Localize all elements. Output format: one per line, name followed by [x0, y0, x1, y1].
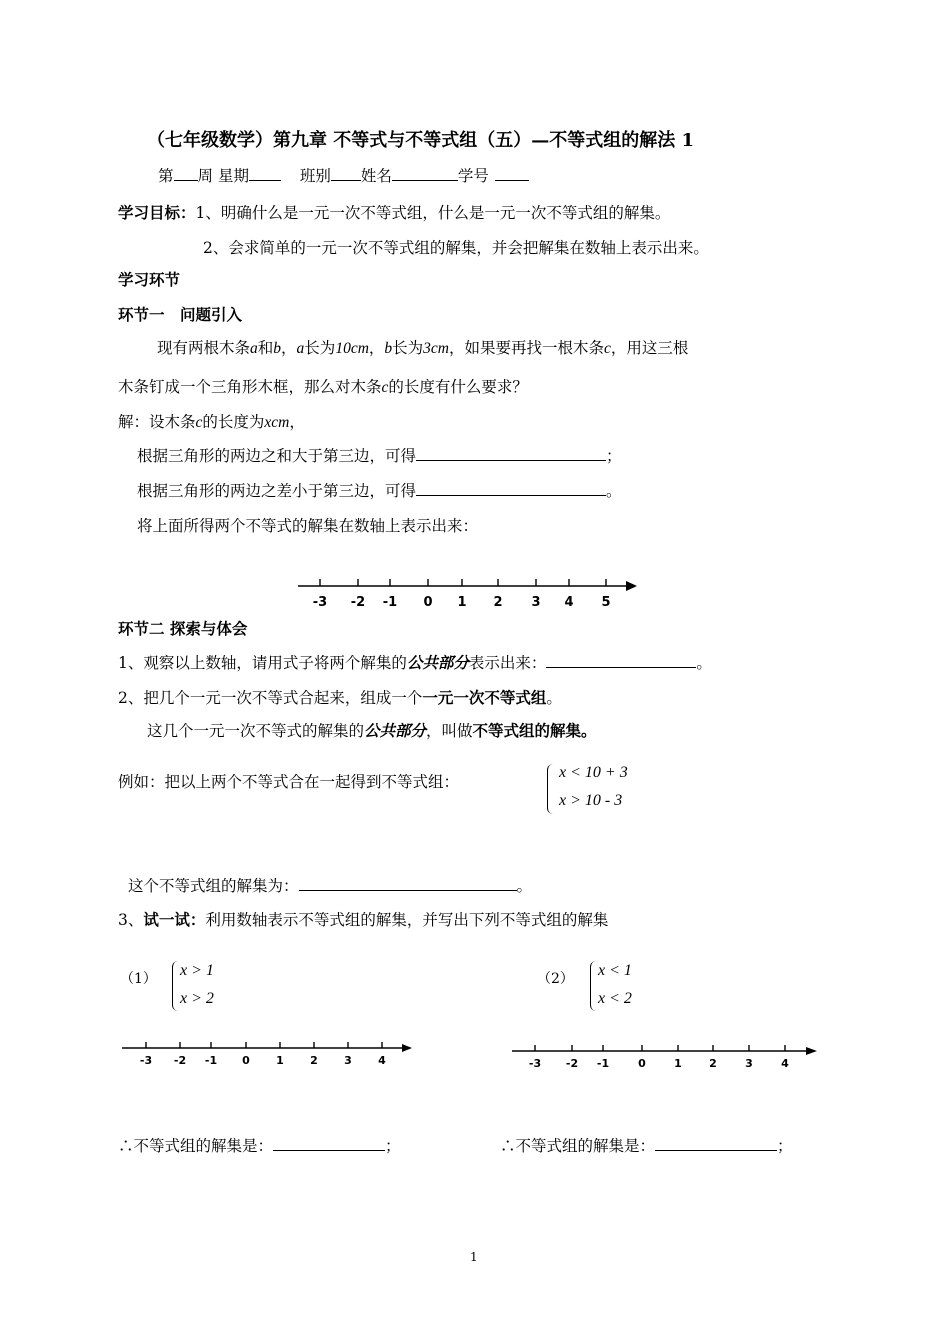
- problem-line2-b: 的长度有什么要求？: [388, 378, 528, 396]
- page-title: （七年级数学）第九章 不等式与不等式组（五）—不等式组的解法 1: [147, 130, 695, 151]
- var-b: b: [273, 340, 282, 357]
- var-a: a: [250, 340, 258, 357]
- weekday-blank[interactable]: [249, 164, 281, 181]
- goal-1: 1、明确什么是一元一次不等式组，什么是一元一次不等式组的解集。: [195, 204, 671, 222]
- problem-line2: [118, 375, 528, 397]
- axis-tick-label: -3: [139, 1054, 153, 1067]
- triangle-diff-line: [137, 479, 622, 501]
- header-fields: [158, 164, 529, 186]
- exercise-2-ineq-1: x < 1: [598, 962, 632, 979]
- part1-heading: 环节一 问题引入: [118, 305, 243, 324]
- unit-a: cm: [350, 340, 369, 357]
- axis-tick-label: 3: [531, 595, 541, 610]
- axis-tick-label: 2: [709, 1057, 717, 1070]
- example-solution-line: [128, 874, 532, 896]
- number-blank[interactable]: [495, 164, 529, 181]
- number-label: 学号: [457, 167, 489, 185]
- axis-tick-label: -2: [350, 595, 366, 610]
- axis-tick-label: 4: [781, 1057, 789, 1070]
- page-number: 1: [470, 1250, 478, 1264]
- class-blank[interactable]: [331, 164, 361, 181]
- result-1-line: [118, 1134, 401, 1156]
- len-b: 3: [423, 340, 431, 357]
- axis-arrow: [806, 1047, 817, 1055]
- axis-tick-label: -1: [204, 1054, 218, 1067]
- goals-item1: [118, 201, 670, 223]
- exercise-1-ineq-1: x > 1: [180, 962, 214, 979]
- sum-end: ；: [606, 447, 622, 465]
- example-solution-blank[interactable]: [299, 874, 517, 891]
- weekday-label: 周 星期: [197, 167, 249, 185]
- result-2-line: [500, 1134, 793, 1156]
- solution-b: 的长度为: [202, 413, 265, 431]
- axis-tick-label: -2: [173, 1054, 187, 1067]
- question-1: [118, 651, 712, 673]
- var-a-2: a: [296, 340, 305, 357]
- q1-answer-blank[interactable]: [546, 651, 696, 668]
- separator: ，: [281, 339, 297, 357]
- axis-tick-label: 4: [378, 1054, 386, 1067]
- axis-tick-label: 2: [310, 1054, 318, 1067]
- axis-tick-label: 3: [344, 1054, 352, 1067]
- diff-answer-blank[interactable]: [416, 479, 606, 496]
- definition-emphasis: 公共部分: [364, 721, 427, 740]
- axis-arrow: [402, 1044, 412, 1052]
- axis-tick-label: 4: [564, 595, 574, 610]
- exercise-1-label: （1）: [120, 971, 157, 987]
- axis-tick-label: 1: [276, 1054, 284, 1067]
- question-2: [118, 686, 562, 708]
- solution-line: [118, 410, 305, 432]
- axis-tick-label: 0: [242, 1054, 250, 1067]
- q1-emphasis: 公共部分: [406, 653, 469, 672]
- axis-tick-label: -1: [596, 1057, 610, 1070]
- question-3: [118, 908, 608, 930]
- var-c: c: [604, 340, 611, 357]
- result-2-blank[interactable]: [655, 1134, 777, 1151]
- solution-a: 解：设木条: [118, 413, 196, 431]
- example-ineq-2: x > 10 - 3: [559, 792, 623, 809]
- goal-2: 2、会求简单的一元一次不等式组的解集，并会把解集在数轴上表示出来。: [203, 239, 709, 257]
- solution-c: ，: [289, 413, 305, 431]
- axis-tick-label: -3: [312, 595, 328, 610]
- axis-arrow: [626, 581, 637, 591]
- var-c-3: c: [195, 414, 203, 431]
- result-2-label: ∴不等式组的解集是：: [500, 1137, 656, 1155]
- solution-label: 这个不等式组的解集为：: [128, 877, 299, 895]
- class-label: 班别: [299, 167, 331, 185]
- solution-end: 。: [516, 877, 533, 895]
- exercise-2-ineq-2: x < 2: [598, 990, 632, 1007]
- var-xcm: xcm: [264, 414, 290, 431]
- q2-text: 2、把几个一元一次不等式合起来，组成一个: [118, 689, 423, 707]
- number-line-3[interactable]: [508, 1043, 823, 1073]
- result-1-blank[interactable]: [273, 1134, 385, 1151]
- axis-tick-label: -2: [565, 1057, 579, 1070]
- problem-rest: ，如果要再找一根木条: [449, 339, 605, 357]
- q2-emphasis: 一元一次不等式组: [422, 688, 547, 707]
- q3-colon: ：: [189, 910, 206, 929]
- number-line-2[interactable]: [118, 1040, 418, 1070]
- problem-end: ，用这三根: [610, 339, 689, 357]
- len-label-b: 长为: [392, 339, 424, 357]
- len-label-a: 长为: [304, 339, 336, 357]
- definition-text: 这几个一元一次不等式的解集的: [147, 722, 365, 740]
- axis-tick-label: 5: [601, 595, 611, 610]
- q1-end: 。: [696, 654, 712, 672]
- axis-tick-label: -3: [528, 1057, 542, 1070]
- axis-tick-label: 0: [638, 1057, 646, 1070]
- week-blank[interactable]: [174, 164, 198, 181]
- len-a: 10: [335, 340, 351, 357]
- q1-text-b: 表示出来：: [468, 654, 547, 672]
- definition-line: [147, 719, 597, 741]
- number-line-1[interactable]: [290, 575, 645, 611]
- axis-tick-label: 3: [745, 1057, 753, 1070]
- definition-term: 不等式组的解集。: [472, 721, 597, 740]
- axis-tick-label: -1: [382, 595, 398, 610]
- triangle-sum-line: [137, 444, 622, 466]
- result-1-label: ∴不等式组的解集是：: [118, 1137, 274, 1155]
- problem-line2-a: 木条钉成一个三角形木框，那么对木条: [118, 378, 382, 396]
- goals-label: 学习目标：: [118, 203, 196, 222]
- example-brace: [547, 764, 554, 814]
- triangle-diff-text: 根据三角形的两边之差小于第三边，可得: [137, 482, 417, 500]
- problem-and: 和: [257, 339, 274, 357]
- axis-tick-label: 1: [457, 595, 467, 610]
- exercise-2-label: （2）: [537, 971, 574, 987]
- q3-text: 利用数轴表示不等式组的解集，并写出下列不等式组的解集: [205, 911, 609, 929]
- q3-number: 3、: [118, 911, 144, 929]
- axis-instruction: 将上面所得两个不等式的解集在数轴上表示出来：: [137, 517, 479, 535]
- name-label: 姓名: [360, 167, 392, 185]
- var-b-2: b: [384, 340, 393, 357]
- q1-text: 1、观察以上数轴，请用式子将两个解集的: [118, 654, 407, 672]
- axis-tick-label: 0: [423, 595, 433, 610]
- problem-line1: [157, 336, 688, 358]
- exercise-1-brace: [172, 961, 179, 1011]
- q2-end: 。: [546, 689, 562, 707]
- part2-heading: 环节二 探索与体会: [118, 619, 248, 638]
- exercise-1-ineq-2: x > 2: [180, 990, 214, 1007]
- exercise-2-brace: [590, 961, 597, 1011]
- q3-emphasis: 试一试: [143, 910, 190, 929]
- problem-text: 现有两根木条: [157, 339, 251, 357]
- result-2-end: ；: [777, 1137, 793, 1155]
- sum-answer-blank[interactable]: [416, 444, 606, 461]
- triangle-sum-text: 根据三角形的两边之和大于第三边，可得: [137, 447, 417, 465]
- axis-tick-label: 1: [674, 1057, 682, 1070]
- example-ineq-1: x < 10 + 3: [559, 764, 628, 781]
- axis-tick-label: 2: [493, 595, 503, 610]
- result-1-end: ；: [385, 1137, 401, 1155]
- week-prefix: 第: [158, 167, 174, 185]
- definition-text-b: ，叫做: [426, 722, 473, 740]
- section-main-heading: 学习环节: [118, 270, 181, 289]
- separator-2: ，: [368, 339, 385, 357]
- example-label: 例如：把以上两个不等式合在一起得到不等式组：: [118, 773, 460, 791]
- name-blank[interactable]: [392, 164, 458, 181]
- diff-end: 。: [606, 482, 622, 500]
- unit-b: cm: [430, 340, 449, 357]
- var-c-2: c: [381, 379, 389, 396]
